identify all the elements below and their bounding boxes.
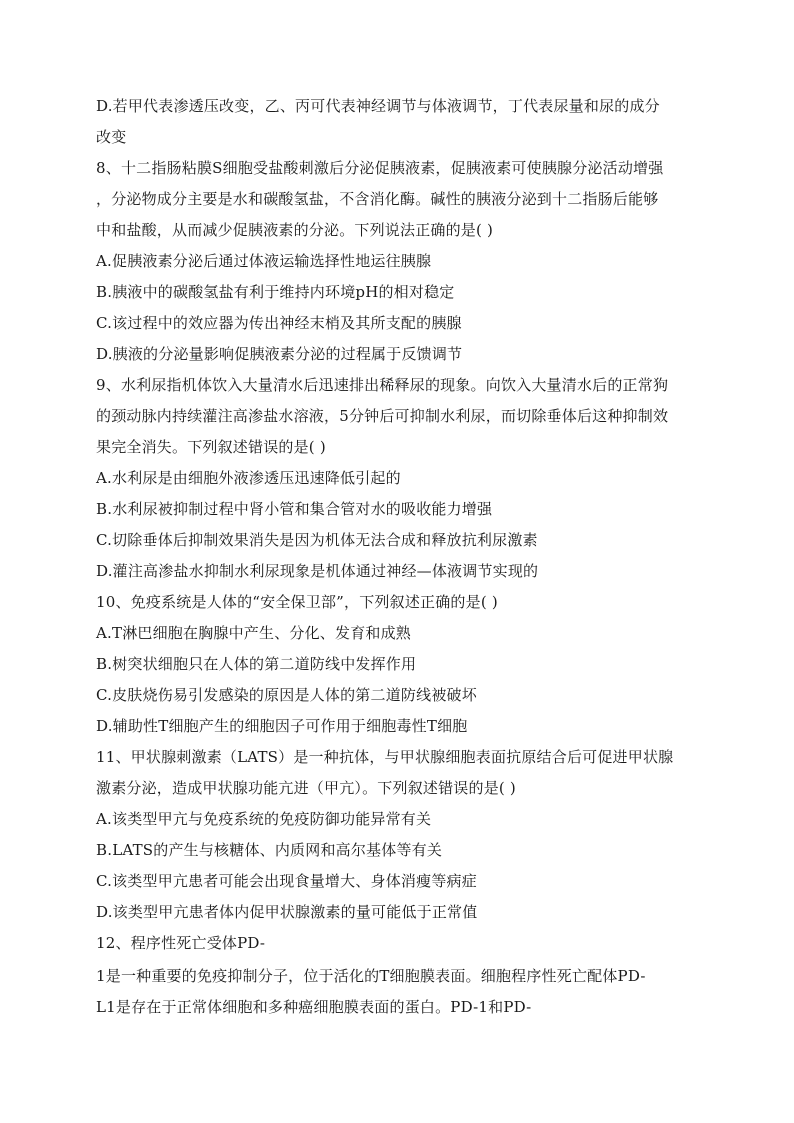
question-11-stem: 11、甲状腺刺激素（LATS）是一种抗体，与甲状腺细胞表面抗原结合后可促进甲状腺 [96, 748, 674, 766]
question-8-option-a: A.促胰液素分泌后通过体液运输选择性地运往胰腺 [96, 252, 432, 270]
question-8-option-b: B.胰液中的碳酸氢盐有利于维持内环境pH的相对稳定 [96, 283, 455, 301]
question-d-option-end: 改变 [96, 128, 127, 146]
question-10-option-c: C.皮肤烧伤易引发感染的原因是人体的第二道防线被破坏 [96, 686, 477, 704]
question-8-option-c: C.该过程中的效应器为传出神经末梢及其所支配的胰腺 [96, 314, 462, 332]
question-12-stem: L1是存在于正常体细胞和多种癌细胞膜表面的蛋白。PD-1和PD- [96, 998, 532, 1016]
question-d-option-continued: D.若甲代表渗透压改变，乙、丙可代表神经调节与体液调节，丁代表尿量和尿的成分 [96, 97, 660, 115]
question-9-stem: 的颈动脉内持续灌注高渗盐水溶液，5分钟后可抑制水利尿，而切除垂体后这种抑制效 [96, 407, 669, 425]
question-9-stem: 果完全消失。下列叙述错误的是( ) [96, 438, 326, 456]
question-8-stem: 8、十二指肠粘膜S细胞受盐酸刺激后分泌促胰液素，促胰液素可使胰腺分泌活动增强 [96, 159, 664, 177]
question-9-option-a: A.水利尿是由细胞外液渗透压迅速降低引起的 [96, 469, 401, 487]
question-8-stem: ，分泌物成分主要是水和碳酸氢盐，不含消化酶。碱性的胰液分泌到十二指肠后能够 [96, 190, 659, 208]
question-10-option-d: D.辅助性T细胞产生的细胞因子可作用于细胞毒性T细胞 [96, 717, 468, 735]
question-11-option-b: B.LATS的产生与核糖体、内质网和高尔基体等有关 [96, 841, 443, 859]
question-10-option-b: B.树突状细胞只在人体的第二道防线中发挥作用 [96, 655, 417, 673]
question-9-stem: 9、水利尿指机体饮入大量清水后迅速排出稀释尿的现象。向饮入大量清水后的正常狗 [96, 376, 669, 394]
question-12-stem: 1是一种重要的免疫抑制分子，位于活化的T细胞膜表面。细胞程序性死亡配体PD- [96, 967, 646, 985]
question-11-option-c: C.该类型甲亢患者可能会出现食量增大、身体消瘦等病症 [96, 872, 477, 890]
question-12-stem: 12、程序性死亡受体PD- [96, 934, 266, 952]
question-11-stem: 激素分泌，造成甲状腺功能亢进（甲亢）。下列叙述错误的是( ) [96, 779, 516, 797]
question-11-option-a: A.该类型甲亢与免疫系统的免疫防御功能异常有关 [96, 810, 432, 828]
question-9-option-b: B.水利尿被抑制过程中肾小管和集合管对水的吸收能力增强 [96, 500, 493, 518]
question-9-option-c: C.切除垂体后抑制效果消失是因为机体无法合成和释放抗利尿激素 [96, 531, 538, 549]
question-8-stem: 中和盐酸，从而减少促胰液素的分泌。下列说法正确的是( ) [96, 221, 494, 239]
question-10-option-a: A.T淋巴细胞在胸腺中产生、分化、发育和成熟 [96, 624, 412, 642]
question-11-option-d: D.该类型甲亢患者体内促甲状腺激素的量可能低于正常值 [96, 903, 478, 921]
question-9-option-d: D.灌注高渗盐水抑制水利尿现象是机体通过神经—体液调节实现的 [96, 562, 539, 580]
question-10-stem: 10、免疫系统是人体的“安全保卫部”，下列叙述正确的是( ) [96, 593, 498, 611]
question-8-option-d: D.胰液的分泌量影响促胰液素分泌的过程属于反馈调节 [96, 345, 463, 363]
